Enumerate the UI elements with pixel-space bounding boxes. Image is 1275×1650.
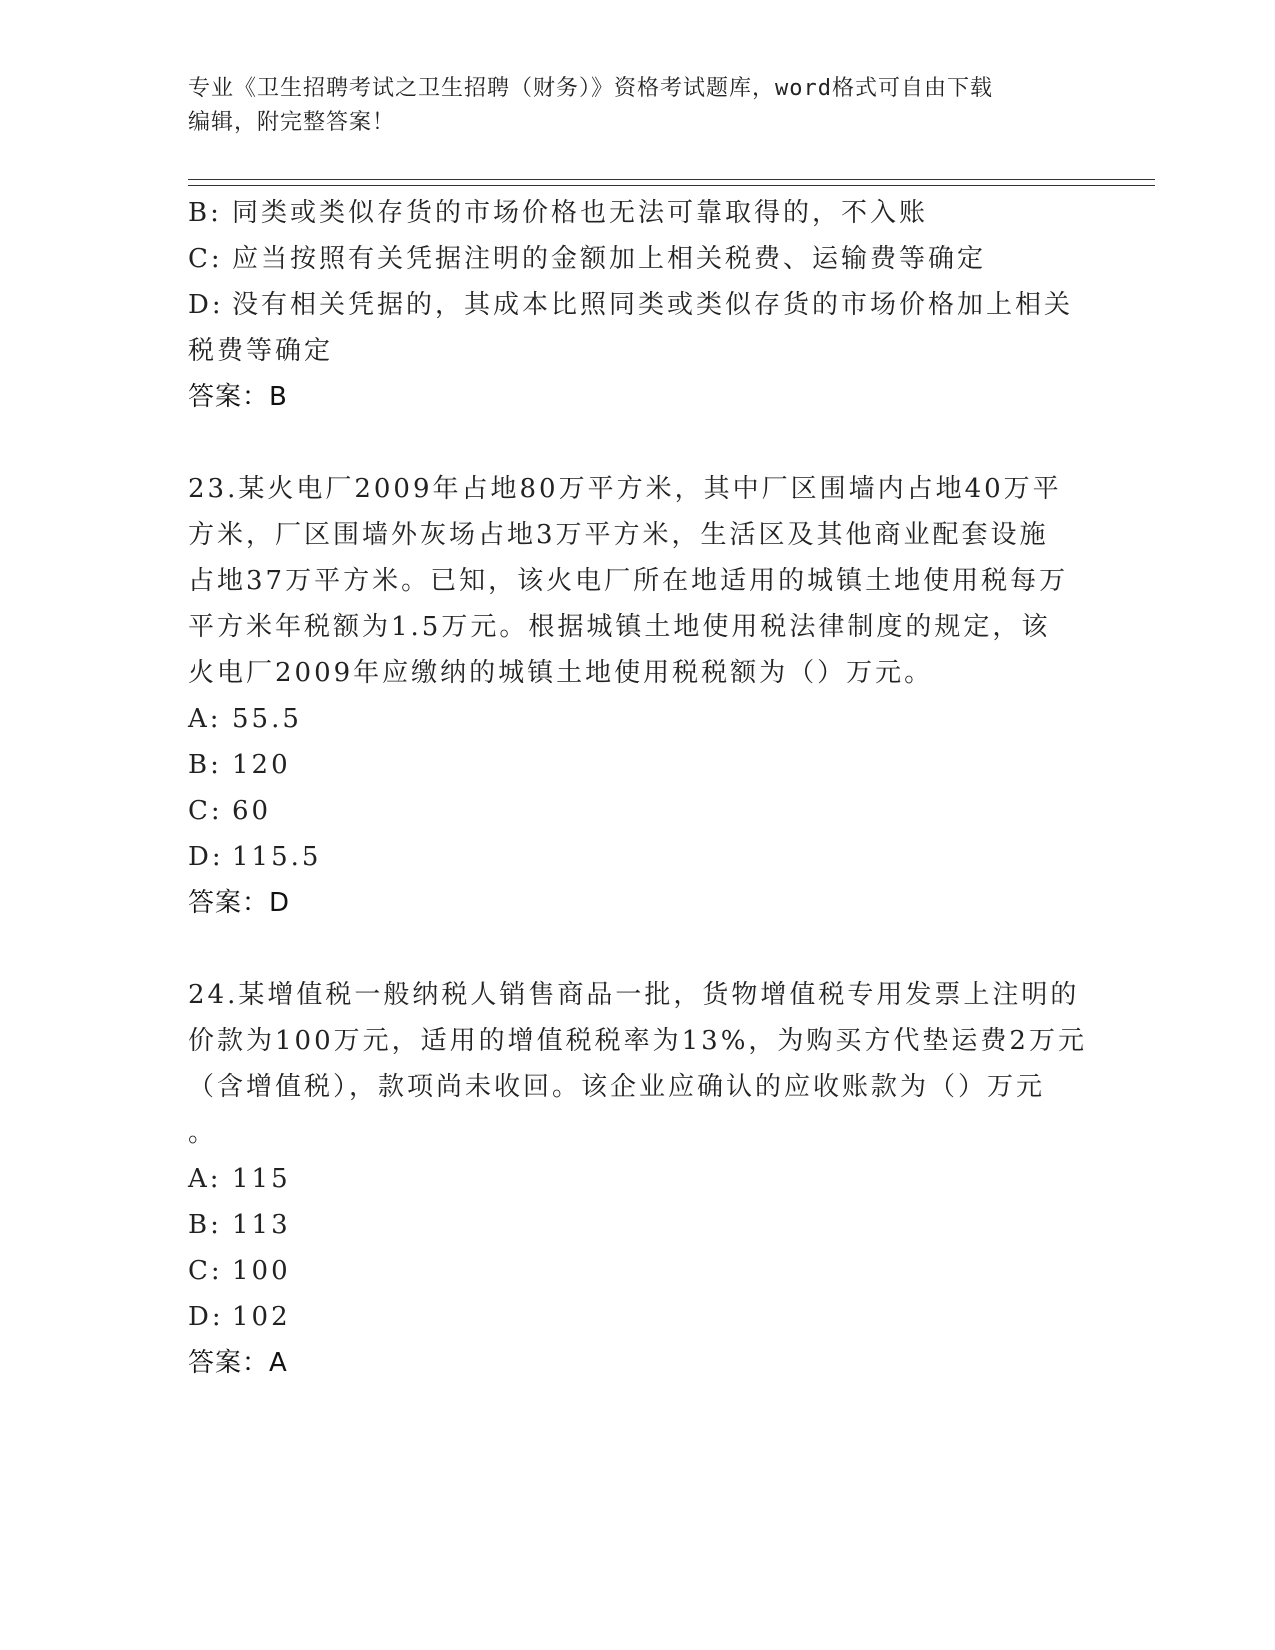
answer-label: 答案：A	[188, 1348, 288, 1378]
document-header	[188, 72, 1088, 140]
document-body	[188, 190, 1087, 1386]
option-d: D: 115.5	[188, 842, 322, 872]
option-c: C: 60	[188, 796, 272, 826]
option-b: B: 113	[188, 1210, 291, 1240]
option-b: B: 同类或类似存货的市场价格也无法可靠取得的，不入账	[188, 198, 929, 228]
question-stem-line: 24.某增值税一般纳税人销售商品一批，货物增值税专用发票上注明的	[188, 980, 1080, 1010]
option-b: B: 120	[188, 750, 291, 780]
question-stem-line: 火电厂2009年应缴纳的城镇土地使用税税额为（）万元。	[188, 658, 934, 688]
answer-label: 答案：D	[188, 888, 291, 918]
question-stem-line: 。	[188, 1118, 218, 1148]
question-stem-line: （含增值税），款项尚未收回。该企业应确认的应收账款为（）万元	[188, 1072, 1046, 1102]
option-c: C: 应当按照有关凭据注明的金额加上相关税费、运输费等确定	[188, 244, 987, 274]
option-d: D: 102	[188, 1302, 291, 1332]
answer-label: 答案：B	[188, 382, 288, 412]
question-24	[188, 972, 1087, 1386]
option-d: D: 没有相关凭据的，其成本比照同类或类似存货的市场价格加上相关	[188, 290, 1074, 320]
question-stem-line: 价款为100万元，适用的增值税税率为13%，为购买方代垫运费2万元	[188, 1026, 1087, 1056]
question-23	[188, 466, 1078, 926]
header-divider-bottom	[188, 185, 1155, 186]
header-line-2: 编辑，附完整答案！	[188, 110, 396, 135]
question-stem-line: 平方米年税额为1.5万元。根据城镇土地使用税法律制度的规定，该	[188, 612, 1051, 642]
option-c: C: 100	[188, 1256, 291, 1286]
option-a: A: 55.5	[188, 704, 302, 734]
question-stem-line: 方米，厂区围墙外灰场占地3万平方米，生活区及其他商业配套设施	[188, 520, 1049, 550]
question-22-continued	[188, 190, 1078, 420]
question-stem-line: 占地37万平方米。已知，该火电厂所在地适用的城镇土地使用税每万	[188, 566, 1069, 596]
option-d-continued: 税费等确定	[188, 336, 334, 366]
question-stem-line: 23.某火电厂2009年占地80万平方米，其中厂区围墙内占地40万平	[188, 474, 1062, 504]
header-divider-top	[188, 179, 1155, 180]
header-line-1: 专业《卫生招聘考试之卫生招聘（财务）》资格考试题库，word格式可自由下载	[188, 76, 993, 101]
option-a: A: 115	[188, 1164, 291, 1194]
